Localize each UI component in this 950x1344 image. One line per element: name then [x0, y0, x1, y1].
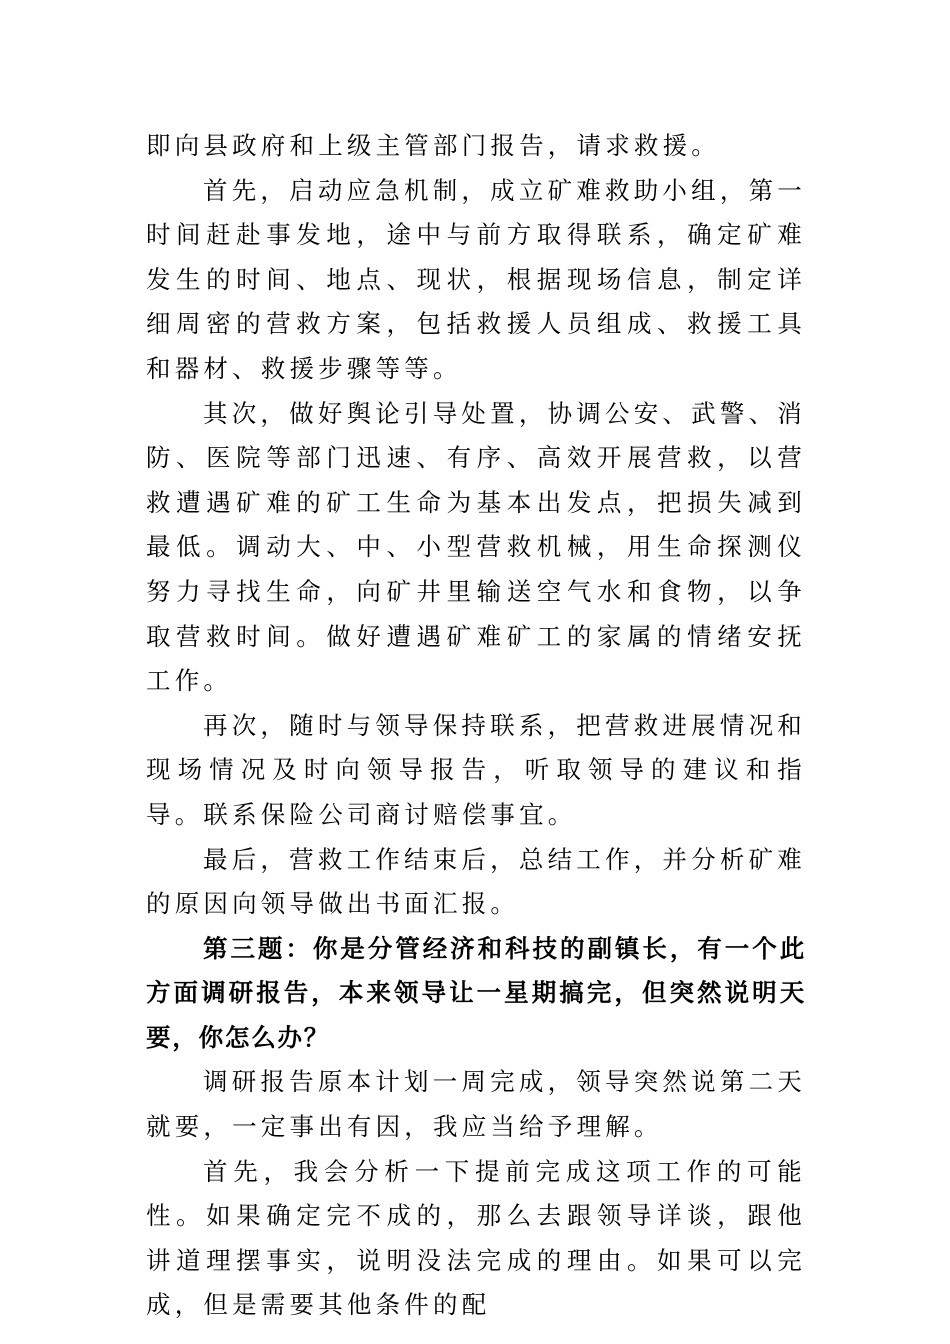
paragraph-third-contact-leadership: 再次，随时与领导保持联系，把营救进展情况和现场情况及时向领导报告，听取领导的建议和指导。联系保险公司商讨赔偿事宜。	[146, 710, 806, 829]
paragraph-finally-summary: 最后，营救工作结束后，总结工作，并分析矿难的原因向领导做出书面汇报。	[146, 844, 806, 919]
paragraph-second-public-opinion: 其次，做好舆论引导处置，协调公安、武警、消防、医院等部门迅速、有序、高效开展营救，以营救遭遇矿难的矿工生命为基本出发点，把损失减到最低。调动大、中、小型营救机械，用生命探测仪努力寻找生命，向矿井里输送空气水和食物，以争取营救时间。做好遭遇矿难矿工的家属的情绪安抚工作。	[146, 398, 806, 696]
paragraph-research-report-intro: 调研报告原本计划一周完成，领导突然说第二天就要，一定事出有因，我应当给予理解。	[146, 1067, 806, 1142]
document-page	[146, 124, 806, 1328]
paragraph-report-to-county: 即向县政府和上级主管部门报告，请求救援。	[146, 131, 720, 160]
paragraph-first-analyze-feasibility: 首先，我会分析一下提前完成这项工作的可能性。如果确定完不成的，那么去跟领导详谈，跟他讲道理摆事实，说明没法完成的理由。如果可以完成，但是需要其他条件的配	[146, 1156, 806, 1320]
question-three-heading: 第三题：你是分管经济和科技的副镇长，有一个此方面调研报告，本来领导让一星期搞完，但突然说明天要，你怎么办？	[146, 933, 806, 1052]
paragraph-first-emergency-mechanism: 首先，启动应急机制，成立矿难救助小组，第一时间赶赴事发地，途中与前方取得联系，确定矿难发生的时间、地点、现状，根据现场信息，制定详细周密的营救方案，包括救援人员组成、救援工具和器材、救援步骤等等。	[146, 175, 806, 383]
